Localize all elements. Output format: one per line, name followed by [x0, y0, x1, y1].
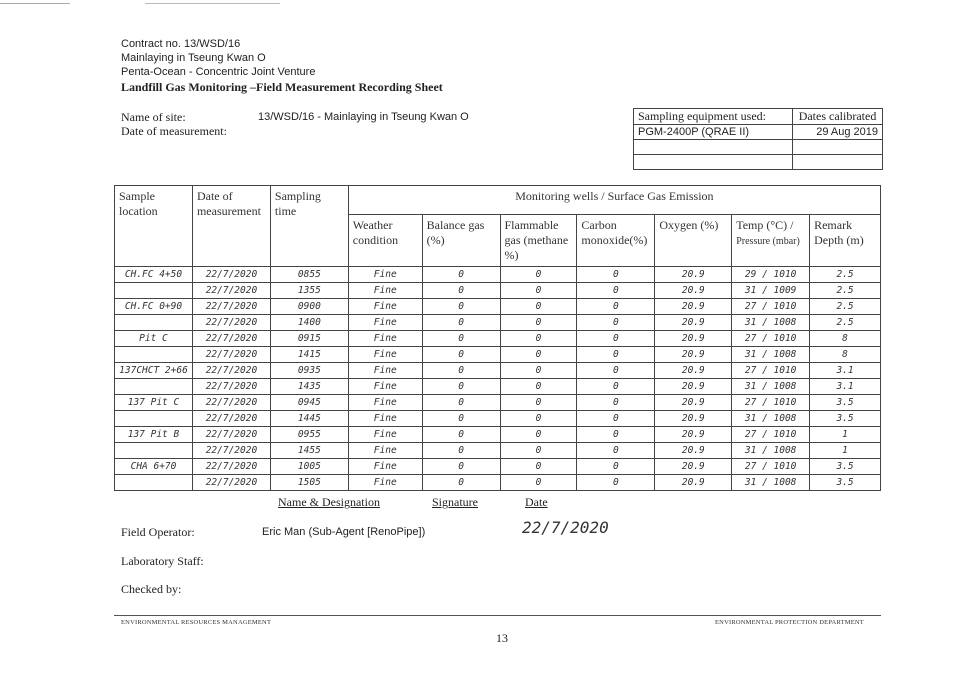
balance-gas-cell: 0 — [422, 331, 500, 347]
temp-pressure-cell: 31 / 1009 — [732, 283, 810, 299]
weather-cell: Fine — [348, 427, 422, 443]
sample-location-cell — [115, 347, 193, 363]
sampling-time-cell: 0945 — [270, 395, 348, 411]
sampling-time-cell: 0935 — [270, 363, 348, 379]
footer-left: ENVIRONMENTAL RESOURCES MANAGEMENT — [121, 619, 272, 626]
balance-gas-cell: 0 — [422, 411, 500, 427]
temp-pressure-cell: 31 / 1008 — [732, 379, 810, 395]
weather-cell: Fine — [348, 443, 422, 459]
sample-location-cell: 137 Pit B — [115, 427, 193, 443]
sheet-title: Landfill Gas Monitoring –Field Measurement Recording Sheet — [121, 80, 443, 94]
date-heading: Date — [525, 495, 548, 509]
carbon-monoxide-cell: 0 — [577, 427, 655, 443]
measurement-date-cell: 22/7/2020 — [192, 459, 270, 475]
oxygen-cell: 20.9 — [655, 315, 732, 331]
weather-cell: Fine — [348, 283, 422, 299]
table-row — [115, 363, 881, 379]
flammable-gas-cell: 0 — [500, 395, 577, 411]
header-depth-line: Depth (m) — [814, 233, 864, 247]
measurement-date-cell: 22/7/2020 — [192, 411, 270, 427]
carbon-monoxide-cell: 0 — [577, 331, 655, 347]
oxygen-cell: 20.9 — [655, 379, 732, 395]
carbon-monoxide-cell: 0 — [577, 475, 655, 491]
temp-pressure-cell: 31 / 1008 — [732, 443, 810, 459]
weather-cell: Fine — [348, 459, 422, 475]
weather-cell: Fine — [348, 395, 422, 411]
temp-pressure-cell: 27 / 1010 — [732, 331, 810, 347]
carbon-monoxide-cell: 0 — [577, 315, 655, 331]
header-sampling-time: Sampling time — [270, 186, 348, 267]
header-weather: Weather condition — [348, 215, 422, 267]
temp-pressure-cell: 31 / 1008 — [732, 347, 810, 363]
temp-pressure-cell: 27 / 1010 — [732, 459, 810, 475]
table-row — [115, 427, 881, 443]
sample-location-cell — [115, 315, 193, 331]
calibration-date-cell: 29 Aug 2019 — [793, 125, 883, 140]
sampling-time-cell: 1445 — [270, 411, 348, 427]
table-row — [115, 459, 881, 475]
balance-gas-cell: 0 — [422, 299, 500, 315]
table-row — [115, 283, 881, 299]
sample-location-cell: CHA 6+70 — [115, 459, 193, 475]
field-operator-name: Eric Man (Sub-Agent [RenoPipe]) — [262, 526, 426, 538]
weather-cell: Fine — [348, 315, 422, 331]
equipment-header: Sampling equipment used: — [634, 109, 793, 125]
measurement-date-cell: 22/7/2020 — [192, 347, 270, 363]
contract-number: Contract no. 13/WSD/16 — [121, 38, 241, 50]
measurement-date-cell: 22/7/2020 — [192, 315, 270, 331]
table-row — [115, 379, 881, 395]
checked-by-label: Checked by: — [121, 582, 182, 596]
name-designation-heading: Name & Designation — [278, 495, 380, 509]
temp-pressure-cell: 31 / 1008 — [732, 315, 810, 331]
sampling-time-cell: 0955 — [270, 427, 348, 443]
temp-pressure-cell: 31 / 1008 — [732, 475, 810, 491]
balance-gas-cell: 0 — [422, 459, 500, 475]
page-number: 13 — [496, 631, 508, 645]
oxygen-cell: 20.9 — [655, 411, 732, 427]
footer-divider — [114, 615, 881, 616]
project-name: Mainlaying in Tseung Kwan O — [121, 52, 266, 64]
depth-cell: 2.5 — [810, 299, 881, 315]
header-remark-line: Remark — [814, 218, 853, 232]
sample-location-cell: 137 Pit C — [115, 395, 193, 411]
measurement-date-cell: 22/7/2020 — [192, 443, 270, 459]
sampling-time-cell: 1435 — [270, 379, 348, 395]
temp-pressure-cell: 29 / 1010 — [732, 267, 810, 283]
table-body — [115, 267, 881, 491]
oxygen-cell: 20.9 — [655, 459, 732, 475]
measurement-date-cell: 22/7/2020 — [192, 379, 270, 395]
sampling-time-cell: 1005 — [270, 459, 348, 475]
balance-gas-cell: 0 — [422, 363, 500, 379]
site-name-value: 13/WSD/16 - Mainlaying in Tseung Kwan O — [258, 111, 469, 123]
depth-cell: 3.5 — [810, 395, 881, 411]
table-row — [115, 395, 881, 411]
table-row — [115, 347, 881, 363]
signature-heading: Signature — [432, 495, 478, 509]
carbon-monoxide-cell: 0 — [577, 443, 655, 459]
equipment-cell — [634, 155, 793, 170]
carbon-monoxide-cell: 0 — [577, 395, 655, 411]
sampling-time-cell: 1505 — [270, 475, 348, 491]
depth-cell: 8 — [810, 347, 881, 363]
carbon-monoxide-cell: 0 — [577, 459, 655, 475]
oxygen-cell: 20.9 — [655, 331, 732, 347]
sampling-time-cell: 0855 — [270, 267, 348, 283]
depth-cell: 8 — [810, 331, 881, 347]
carbon-monoxide-cell: 0 — [577, 379, 655, 395]
table-row — [115, 315, 881, 331]
measurement-date-cell: 22/7/2020 — [192, 395, 270, 411]
sample-location-cell — [115, 475, 193, 491]
weather-cell: Fine — [348, 379, 422, 395]
table-row — [115, 443, 881, 459]
balance-gas-cell: 0 — [422, 267, 500, 283]
depth-cell: 3.1 — [810, 379, 881, 395]
carbon-monoxide-cell: 0 — [577, 299, 655, 315]
sample-location-cell — [115, 283, 193, 299]
calibration-date-cell — [793, 155, 883, 170]
depth-cell: 3.5 — [810, 475, 881, 491]
balance-gas-cell: 0 — [422, 395, 500, 411]
sample-location-cell: CH.FC 0+90 — [115, 299, 193, 315]
sample-location-cell: Pit C — [115, 331, 193, 347]
oxygen-cell: 20.9 — [655, 283, 732, 299]
weather-cell: Fine — [348, 331, 422, 347]
temp-pressure-cell: 27 / 1010 — [732, 427, 810, 443]
depth-cell: 2.5 — [810, 315, 881, 331]
depth-cell: 3.1 — [810, 363, 881, 379]
site-name-label: Name of site: — [121, 110, 186, 124]
depth-cell: 1 — [810, 427, 881, 443]
sampling-time-cell: 0900 — [270, 299, 348, 315]
contractor-name: Penta-Ocean - Concentric Joint Venture — [121, 66, 316, 78]
depth-cell: 1 — [810, 443, 881, 459]
weather-cell: Fine — [348, 267, 422, 283]
flammable-gas-cell: 0 — [500, 443, 577, 459]
oxygen-cell: 20.9 — [655, 363, 732, 379]
carbon-monoxide-cell: 0 — [577, 411, 655, 427]
balance-gas-cell: 0 — [422, 379, 500, 395]
sample-location-cell — [115, 443, 193, 459]
table-row — [115, 299, 881, 315]
monitoring-table — [114, 185, 881, 491]
weather-cell: Fine — [348, 347, 422, 363]
scan-artifact — [145, 3, 280, 4]
temp-pressure-cell: 27 / 1010 — [732, 299, 810, 315]
header-sample-location: Sample location — [115, 186, 193, 267]
weather-cell: Fine — [348, 363, 422, 379]
weather-cell: Fine — [348, 411, 422, 427]
header-temp-pressure — [732, 215, 810, 267]
weather-cell: Fine — [348, 475, 422, 491]
temp-pressure-cell: 31 / 1008 — [732, 411, 810, 427]
lab-staff-label: Laboratory Staff: — [121, 554, 204, 568]
equipment-cell — [634, 140, 793, 155]
sampling-time-cell: 1400 — [270, 315, 348, 331]
balance-gas-cell: 0 — [422, 443, 500, 459]
carbon-monoxide-cell: 0 — [577, 347, 655, 363]
header-temp-line: Temp (°C) / — [736, 218, 794, 232]
sampling-time-cell: 1455 — [270, 443, 348, 459]
balance-gas-cell: 0 — [422, 427, 500, 443]
header-remark — [810, 215, 881, 267]
field-operator-date: 22/7/2020 — [522, 518, 609, 537]
footer-right: ENVIRONMENTAL PROTECTION DEPARTMENT — [715, 619, 864, 626]
flammable-gas-cell: 0 — [500, 347, 577, 363]
flammable-gas-cell: 0 — [500, 459, 577, 475]
flammable-gas-cell: 0 — [500, 283, 577, 299]
carbon-monoxide-cell: 0 — [577, 267, 655, 283]
balance-gas-cell: 0 — [422, 475, 500, 491]
oxygen-cell: 20.9 — [655, 299, 732, 315]
oxygen-cell: 20.9 — [655, 395, 732, 411]
depth-cell: 3.5 — [810, 459, 881, 475]
dates-calibrated-header: Dates calibrated — [793, 109, 883, 125]
table-row — [115, 475, 881, 491]
weather-cell: Fine — [348, 299, 422, 315]
measurement-date-cell: 22/7/2020 — [192, 283, 270, 299]
balance-gas-cell: 0 — [422, 283, 500, 299]
oxygen-cell: 20.9 — [655, 427, 732, 443]
depth-cell: 2.5 — [810, 267, 881, 283]
field-operator-label: Field Operator: — [121, 525, 195, 539]
sampling-time-cell: 0915 — [270, 331, 348, 347]
header-date-of-measurement: Date of measurement — [192, 186, 270, 267]
temp-pressure-cell: 27 / 1010 — [732, 395, 810, 411]
header-monitoring-group: Monitoring wells / Surface Gas Emission — [348, 186, 880, 215]
sampling-time-cell: 1355 — [270, 283, 348, 299]
scan-artifact — [0, 3, 70, 4]
measurement-date-cell: 22/7/2020 — [192, 299, 270, 315]
header-flammable-gas: Flammable gas (methane %) — [500, 215, 577, 267]
oxygen-cell: 20.9 — [655, 443, 732, 459]
equipment-table — [633, 108, 883, 170]
balance-gas-cell: 0 — [422, 315, 500, 331]
header-pressure-line: Pressure (mbar) — [736, 236, 800, 247]
table-row — [115, 411, 881, 427]
measurement-date-cell: 22/7/2020 — [192, 331, 270, 347]
header-balance-gas: Balance gas (%) — [422, 215, 500, 267]
table-row — [115, 267, 881, 283]
measurement-date-cell: 22/7/2020 — [192, 363, 270, 379]
flammable-gas-cell: 0 — [500, 299, 577, 315]
flammable-gas-cell: 0 — [500, 411, 577, 427]
sample-location-cell — [115, 379, 193, 395]
date-of-measurement-label: Date of measurement: — [121, 124, 227, 138]
measurement-date-cell: 22/7/2020 — [192, 427, 270, 443]
header-oxygen: Oxygen (%) — [655, 215, 732, 267]
balance-gas-cell: 0 — [422, 347, 500, 363]
header-carbon-monoxide: Carbon monoxide(%) — [577, 215, 655, 267]
oxygen-cell: 20.9 — [655, 475, 732, 491]
oxygen-cell: 20.9 — [655, 267, 732, 283]
oxygen-cell: 20.9 — [655, 347, 732, 363]
flammable-gas-cell: 0 — [500, 475, 577, 491]
equipment-cell: PGM-2400P (QRAE II) — [634, 125, 793, 140]
flammable-gas-cell: 0 — [500, 379, 577, 395]
depth-cell: 3.5 — [810, 411, 881, 427]
flammable-gas-cell: 0 — [500, 427, 577, 443]
temp-pressure-cell: 27 / 1010 — [732, 363, 810, 379]
carbon-monoxide-cell: 0 — [577, 283, 655, 299]
carbon-monoxide-cell: 0 — [577, 363, 655, 379]
measurement-date-cell: 22/7/2020 — [192, 267, 270, 283]
sample-location-cell: 137CHCT 2+66 — [115, 363, 193, 379]
flammable-gas-cell: 0 — [500, 267, 577, 283]
flammable-gas-cell: 0 — [500, 363, 577, 379]
table-row — [115, 331, 881, 347]
flammable-gas-cell: 0 — [500, 331, 577, 347]
measurement-date-cell: 22/7/2020 — [192, 475, 270, 491]
depth-cell: 2.5 — [810, 283, 881, 299]
sampling-time-cell: 1415 — [270, 347, 348, 363]
sample-location-cell — [115, 411, 193, 427]
calibration-date-cell — [793, 140, 883, 155]
sample-location-cell: CH.FC 4+50 — [115, 267, 193, 283]
flammable-gas-cell: 0 — [500, 315, 577, 331]
